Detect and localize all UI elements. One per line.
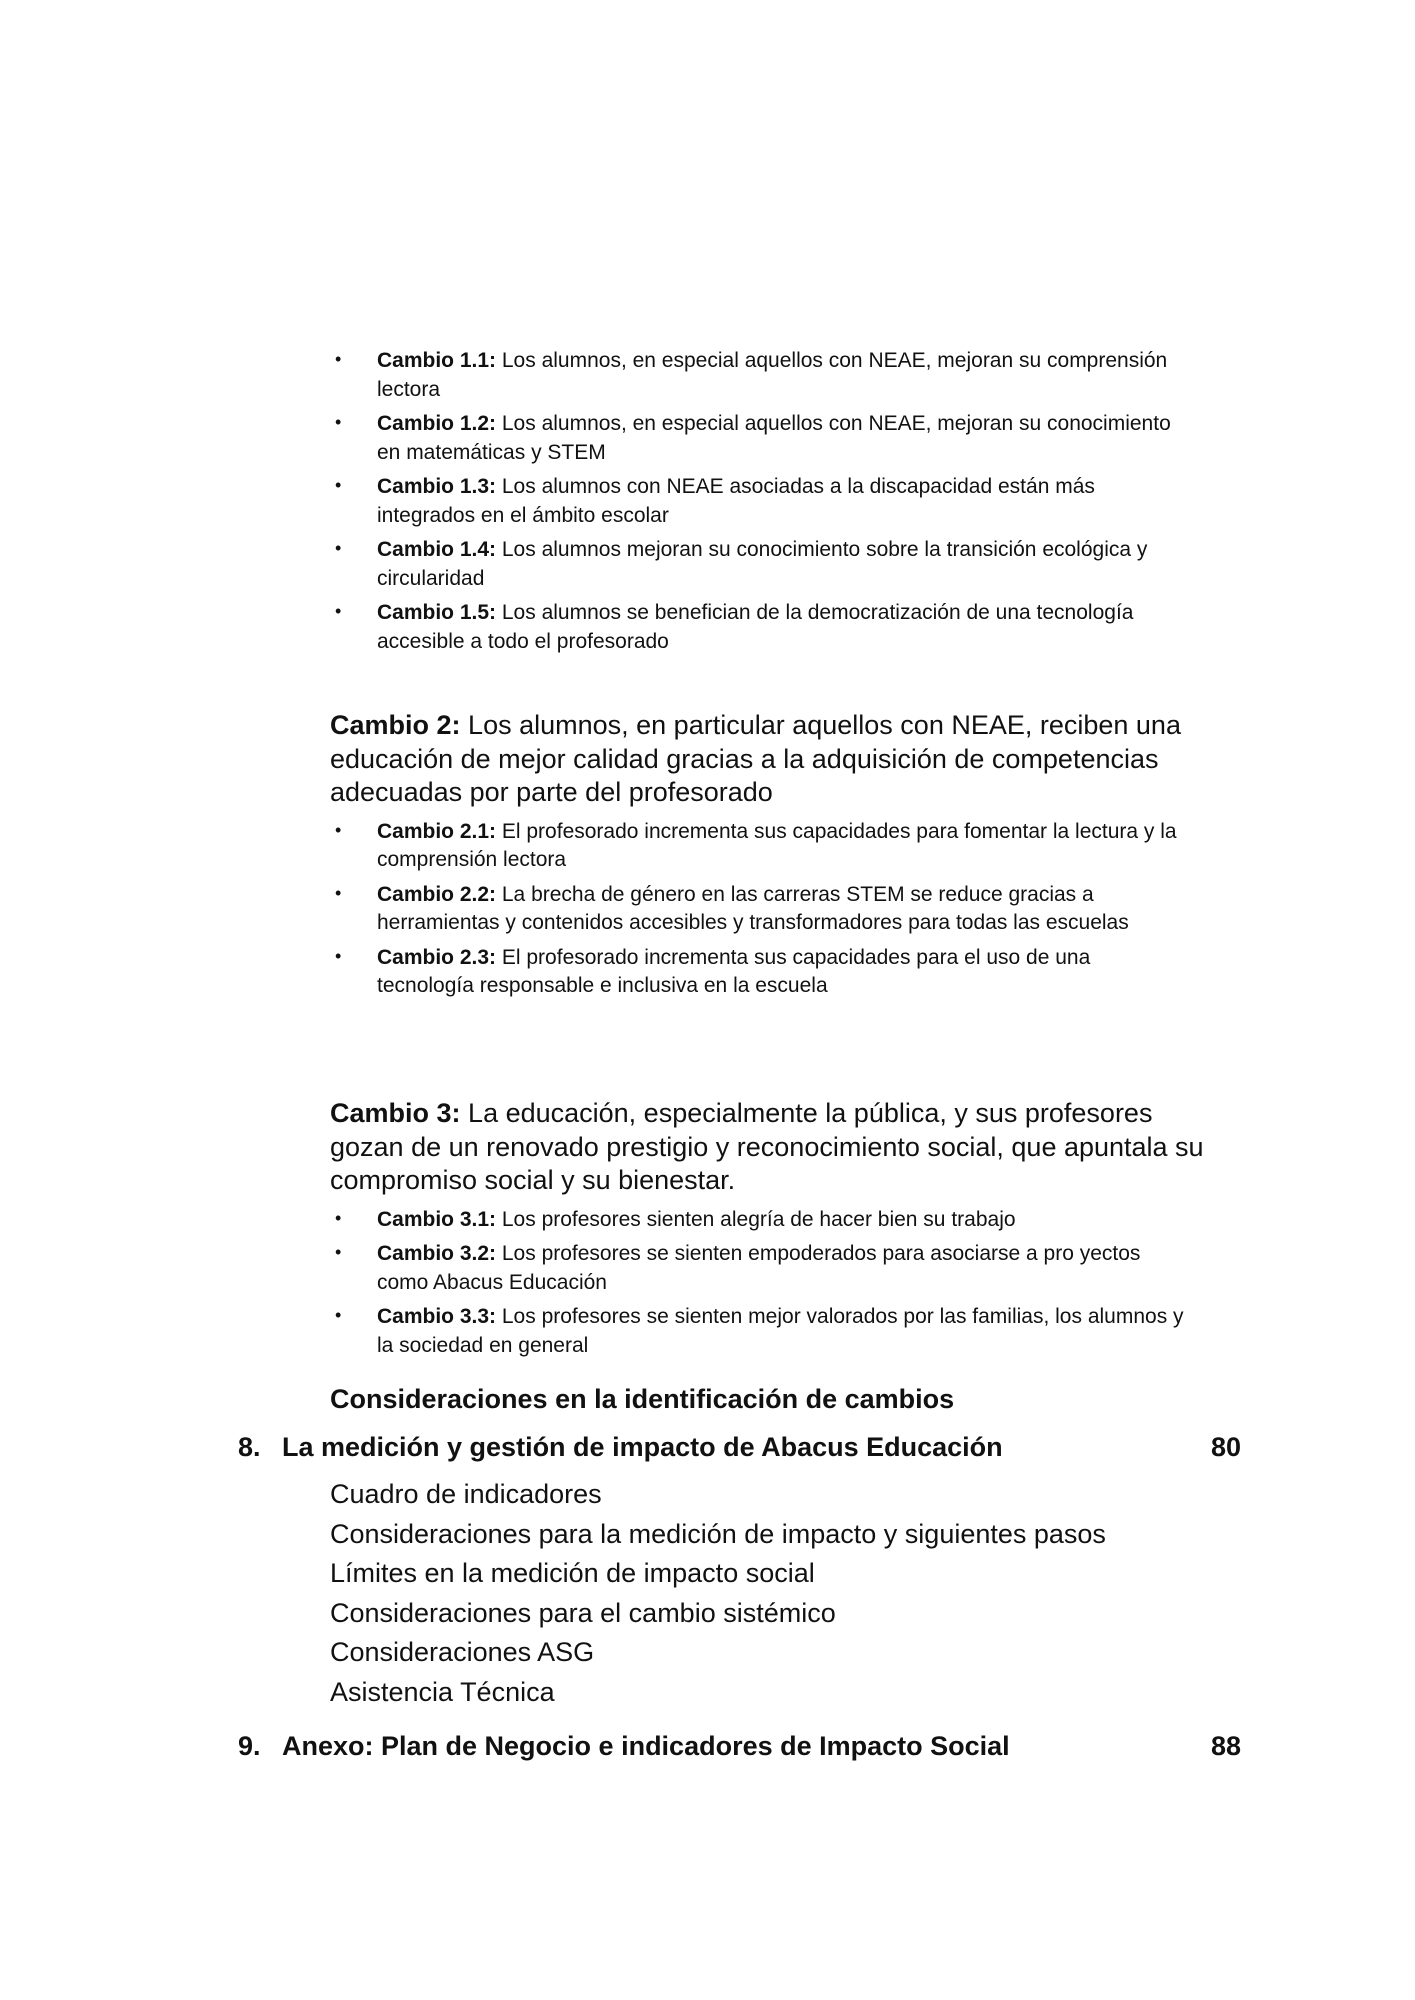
- list-item-cambio-3-1: [330, 1206, 1187, 1235]
- bullet-icon: •: [335, 1207, 342, 1228]
- list-item-cambio-2-2: [330, 881, 1187, 938]
- list-item-cambio-2-1: [330, 818, 1187, 875]
- change3-text: La educación, especialmente la pública, y sus profesores gozan de un renovado prestigio y reconocimiento social, que apuntala su compromiso social y su bienestar.: [330, 1098, 1204, 1195]
- section8-number: 8.: [238, 1432, 261, 1462]
- section9-title: Anexo: Plan de Negocio e indicadores de Impacto Social: [282, 1731, 1010, 1761]
- bullet-icon: •: [335, 945, 342, 966]
- item-label: Cambio 2.2:: [377, 882, 497, 906]
- toc-subitem-medicion-impacto: Consideraciones para la medición de impacto y siguientes pasos: [330, 1518, 1106, 1549]
- toc-subitem-cuadro-indicadores: Cuadro de indicadores: [330, 1479, 602, 1509]
- item-text: El profesorado incrementa sus capacidades para fomentar la lectura y la comprensión lectora: [377, 819, 1177, 871]
- section9-number: 9.: [238, 1731, 261, 1761]
- toc-section-9: [238, 1731, 1241, 1762]
- bullet-icon: •: [335, 1242, 342, 1262]
- toc-section-8: [238, 1432, 1241, 1463]
- item-text: Los alumnos mejoran su conocimiento sobre la transición ecológica y circularidad: [377, 538, 1148, 590]
- item-label: Cambio 3.1:: [377, 1207, 497, 1231]
- change2-label: Cambio 2:: [330, 710, 461, 740]
- change2-list: [330, 818, 1210, 1001]
- considerations-block: [330, 1384, 1210, 1415]
- item-text: Los profesores sienten alegría de hacer bien su trabajo: [501, 1207, 1016, 1231]
- change1-subchanges: [330, 347, 1210, 662]
- item-text: La brecha de género en las carreras STEM se reduce gracias a herramientas y contenidos accesibles y transformadores para todas las escuelas: [377, 882, 1129, 934]
- item-text: Los alumnos se benefician de la democratización de una tecnología accesible a todo el profesorado: [377, 601, 1134, 653]
- list-item-cambio-1-5: [330, 599, 1187, 656]
- bullet-icon: •: [335, 475, 342, 495]
- item-label: Cambio 1.5:: [377, 601, 497, 624]
- change3-section: [330, 1097, 1210, 1366]
- bullet-icon: •: [335, 349, 342, 369]
- item-text: Los profesores se sienten empoderados para asociarse a pro yectos como Abacus Educación: [377, 1242, 1141, 1294]
- change3-heading: [330, 1097, 1210, 1198]
- toc-subitem-limites: Límites en la medición de impacto social: [330, 1558, 815, 1588]
- bullet-icon: •: [335, 1305, 342, 1325]
- item-text: Los alumnos, en especial aquellos con NEAE, mejoran su conocimiento en matemáticas y STEM: [377, 412, 1171, 464]
- section9-page: 88: [1210, 1731, 1241, 1761]
- toc-subitem-asistencia: Asistencia Técnica: [330, 1676, 555, 1707]
- toc-subitem-cambio-sistemico: Consideraciones para el cambio sistémico: [330, 1597, 836, 1628]
- item-text: Los alumnos con NEAE asociadas a la discapacidad están más integrados en el ámbito escolar: [377, 475, 1095, 527]
- item-label: Cambio 2.1:: [377, 819, 497, 843]
- bullet-icon: •: [335, 819, 342, 840]
- item-label: Cambio 1.3:: [377, 475, 497, 498]
- bullet-icon: •: [335, 412, 342, 432]
- bullet-icon: •: [335, 601, 342, 621]
- list-item-cambio-3-2: [330, 1240, 1187, 1297]
- change2-section: [330, 709, 1210, 1007]
- considerations-heading: Consideraciones en la identificación de cambios: [330, 1384, 955, 1414]
- item-text: Los alumnos, en especial aquellos con NEAE, mejoran su comprensión lectora: [377, 349, 1168, 401]
- section8-subitems: [330, 1475, 1210, 1712]
- change2-heading: [330, 709, 1210, 810]
- bullet-icon: •: [335, 538, 342, 558]
- item-label: Cambio 3.2:: [377, 1242, 497, 1265]
- list-item-cambio-2-3: [330, 944, 1187, 1001]
- section8-title: La medición y gestión de impacto de Abacus Educación: [282, 1432, 1003, 1462]
- item-label: Cambio 1.4:: [377, 538, 497, 561]
- list-item-cambio-1-4: [330, 536, 1187, 593]
- change3-label: Cambio 3:: [330, 1098, 461, 1128]
- list-item-cambio-1-1: [330, 347, 1187, 404]
- bullet-icon: •: [335, 882, 342, 903]
- list-item-cambio-3-3: [330, 1303, 1187, 1360]
- item-text: Los profesores se sienten mejor valorados por las familias, los alumnos y la sociedad en general: [377, 1305, 1184, 1357]
- item-label: Cambio 1.2:: [377, 412, 497, 435]
- change1-list: [330, 347, 1210, 656]
- list-item-cambio-1-2: [330, 410, 1187, 467]
- item-label: Cambio 2.3:: [377, 945, 497, 969]
- change2-text: Los alumnos, en particular aquellos con NEAE, reciben una educación de mejor calidad gracias a la adquisición de competencias adecuadas por parte del profesorado: [330, 710, 1181, 807]
- item-label: Cambio 3.3:: [377, 1305, 497, 1328]
- section8-page: 80: [1210, 1432, 1241, 1462]
- list-item-cambio-1-3: [330, 473, 1187, 530]
- item-label: Cambio 1.1:: [377, 349, 497, 372]
- change3-list: [330, 1206, 1210, 1361]
- toc-subitem-asg: Consideraciones ASG: [330, 1637, 595, 1667]
- item-text: El profesorado incrementa sus capacidades para el uso de una tecnología responsable e inclusiva en la escuela: [377, 945, 1091, 997]
